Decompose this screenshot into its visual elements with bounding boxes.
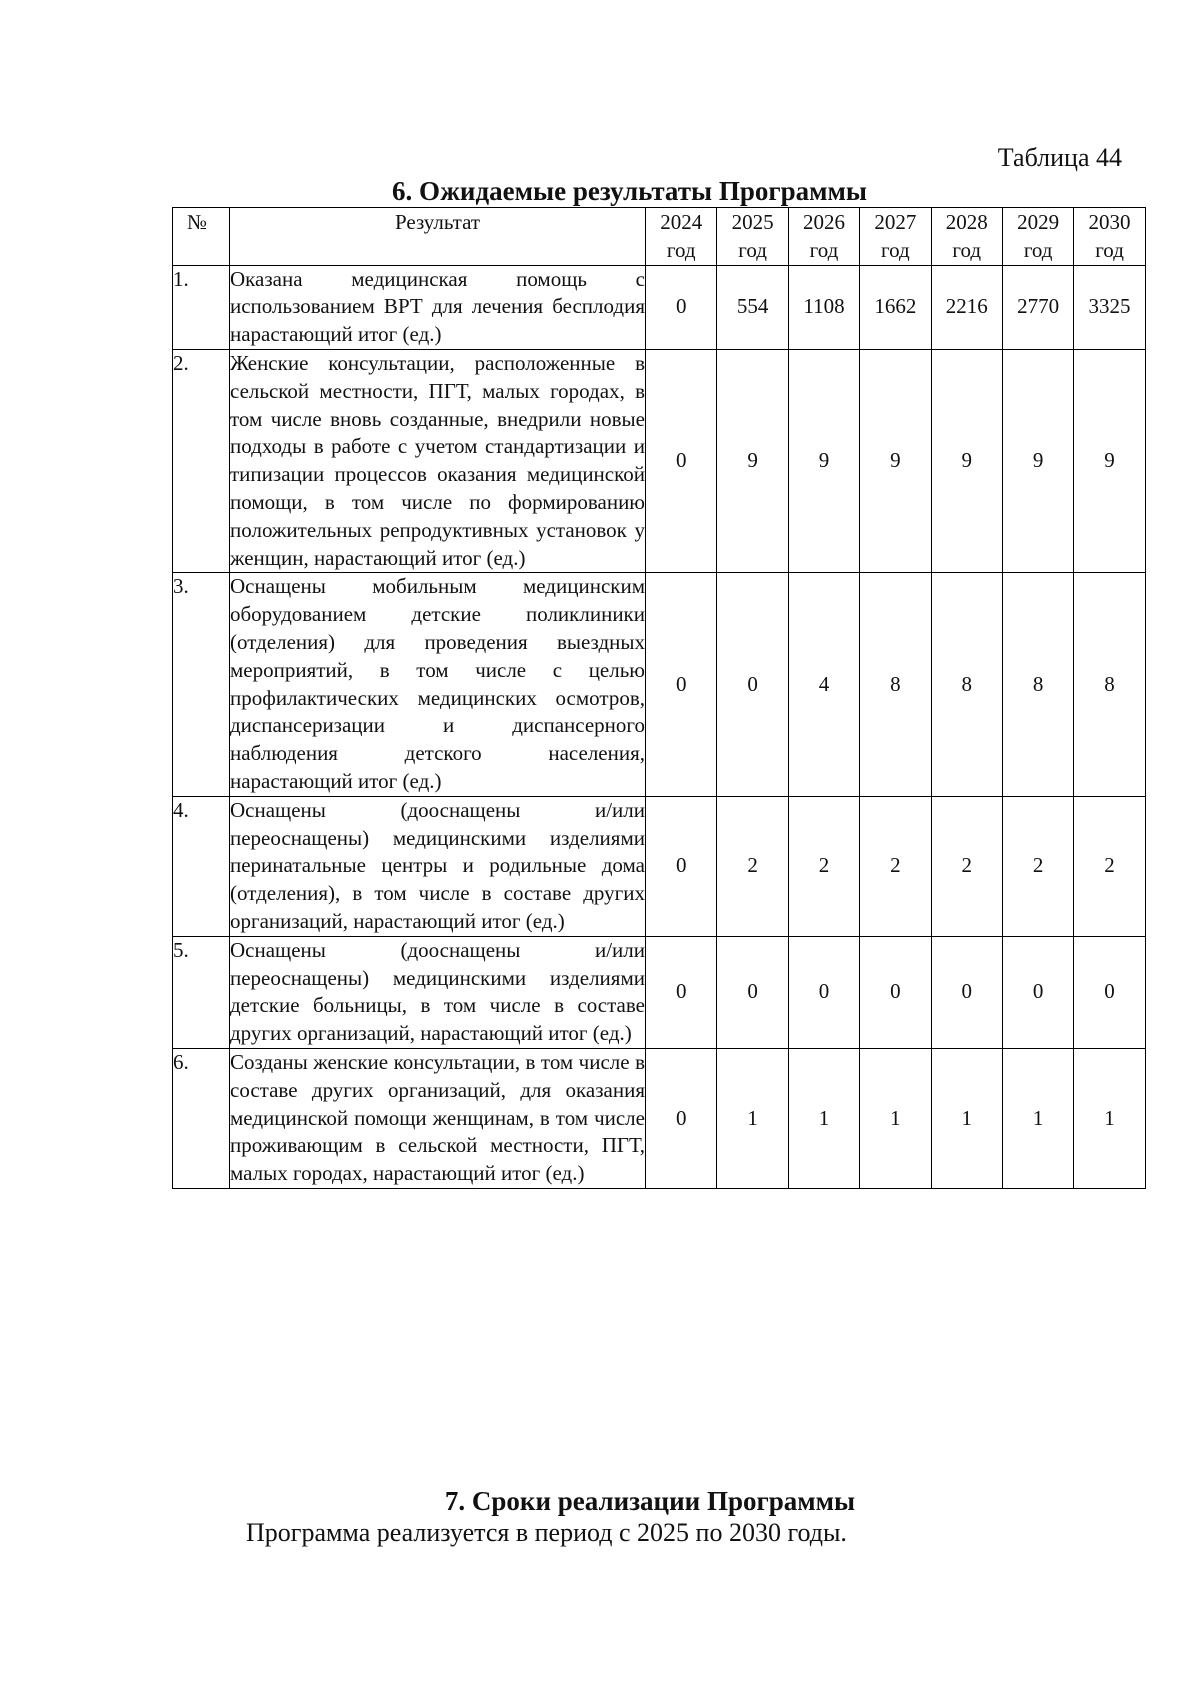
row-result: Женские консультации, расположенные в сельской местности, ПГТ, малых городах, в том числе вновь созданные, внедрили новые подходы в работе с учетом стандартизации и типизации процессов оказания медицинской помощи, в том числе по формированию положительных репродуктивных установок у женщин, нарастающий итог (ед.) [230, 349, 646, 572]
row-value: 0 [646, 265, 717, 349]
row-value: 1 [860, 1048, 931, 1188]
header-year-value: 2028 [945, 210, 988, 234]
row-value: 9 [931, 349, 1002, 572]
table-row [173, 936, 1146, 1048]
row-result: Оснащены мобильным медицинским оборудованием детские поликлиники (отделения) для проведения выездных мероприятий, в том числе с целью профилактических медицинских осмотров, диспансеризации и диспансерного наблюдения детского населения, нарастающий итог (ед.) [230, 573, 646, 796]
row-value: 2 [788, 796, 859, 936]
row-value: 8 [860, 573, 931, 796]
table-header-row [173, 208, 1146, 266]
row-value: 1 [788, 1048, 859, 1188]
header-year-value: 2025 [731, 210, 774, 234]
header-year-value: 2030 [1088, 210, 1131, 234]
row-result: Оказана медицинская помощь с использованием ВРТ для лечения бесплодия нарастающий итог (ед.) [230, 265, 646, 349]
header-result: Результат [230, 208, 646, 266]
row-result: Оснащены (дооснащены и/или переоснащены) медицинскими изделиями детские больницы, в том числе в составе других организаций, нарастающий итог (ед.) [230, 936, 646, 1048]
row-value: 1 [931, 1048, 1002, 1188]
row-value: 0 [1074, 936, 1145, 1048]
row-value: 2 [860, 796, 931, 936]
section-7-title: 7. Сроки реализации Программы [444, 1486, 856, 1516]
header-year-value: 2024 [660, 210, 703, 234]
row-value: 0 [717, 936, 788, 1048]
header-year-unit: год [1023, 237, 1053, 262]
header-year-value: 2029 [1017, 210, 1060, 234]
header-year-unit: год [881, 237, 910, 262]
header-year [1002, 208, 1073, 266]
row-value: 2770 [1002, 265, 1073, 349]
row-value: 9 [717, 349, 788, 572]
header-year [860, 208, 931, 266]
row-value: 8 [931, 573, 1002, 796]
row-number: 4. [173, 796, 230, 936]
table-row [173, 349, 1146, 572]
header-year-unit: год [666, 237, 696, 262]
header-year [1074, 208, 1145, 266]
row-value: 1 [717, 1048, 788, 1188]
row-value: 1 [1002, 1048, 1073, 1188]
row-value: 0 [646, 573, 717, 796]
header-year [931, 208, 1002, 266]
header-year [717, 208, 788, 266]
header-year-unit: год [809, 237, 839, 262]
header-year-value: 2027 [874, 210, 917, 234]
row-result: Оснащены (дооснащены и/или переоснащены) медицинскими изделиями перинатальные центры и родильные дома (отделения), в том числе в составе других организаций, нарастающий итог (ед.) [230, 796, 646, 936]
table-row [173, 573, 1146, 796]
header-year-unit: год [952, 237, 982, 262]
row-value: 0 [717, 573, 788, 796]
row-value: 0 [646, 1048, 717, 1188]
header-year [788, 208, 859, 266]
row-value: 8 [1002, 573, 1073, 796]
row-value: 9 [1074, 349, 1145, 572]
header-year [646, 208, 717, 266]
row-value: 0 [646, 936, 717, 1048]
row-number: 3. [173, 573, 230, 796]
header-num: № [173, 208, 230, 266]
results-table [172, 207, 1146, 1189]
row-value: 2216 [931, 265, 1002, 349]
row-value: 2 [1074, 796, 1145, 936]
row-number: 5. [173, 936, 230, 1048]
section-6-title: 6. Ожидаемые результаты Программы [392, 176, 867, 206]
row-value: 3325 [1074, 265, 1145, 349]
section-7-text: Программа реализуется в период с 2025 по 2030 годы. [246, 1518, 847, 1547]
row-result: Созданы женские консультации, в том числе в составе других организаций, для оказания медицинской помощи женщинам, в том числе проживающим в сельской местности, ПГТ, малых городах, нарастающий итог (ед.) [230, 1048, 646, 1188]
row-value: 9 [1002, 349, 1073, 572]
row-value: 554 [717, 265, 788, 349]
table-row [173, 1048, 1146, 1188]
row-value: 0 [646, 349, 717, 572]
row-number: 2. [173, 349, 230, 572]
header-year-unit: год [738, 237, 767, 262]
row-value: 9 [788, 349, 859, 572]
row-value: 1108 [788, 265, 859, 349]
row-value: 2 [1002, 796, 1073, 936]
row-value: 0 [860, 936, 931, 1048]
row-value: 4 [788, 573, 859, 796]
row-value: 8 [1074, 573, 1145, 796]
row-value: 0 [1002, 936, 1073, 1048]
row-value: 9 [860, 349, 931, 572]
header-year-unit: год [1095, 237, 1124, 262]
row-value: 0 [788, 936, 859, 1048]
row-value: 2 [717, 796, 788, 936]
header-year-value: 2026 [802, 210, 845, 234]
row-value: 0 [931, 936, 1002, 1048]
table-row [173, 796, 1146, 936]
table-label: Таблица 44 [997, 143, 1122, 172]
row-value: 0 [646, 796, 717, 936]
row-value: 2 [931, 796, 1002, 936]
row-value: 1 [1074, 1048, 1145, 1188]
row-number: 1. [173, 265, 230, 349]
row-value: 1662 [860, 265, 931, 349]
row-number: 6. [173, 1048, 230, 1188]
table-row [173, 265, 1146, 349]
